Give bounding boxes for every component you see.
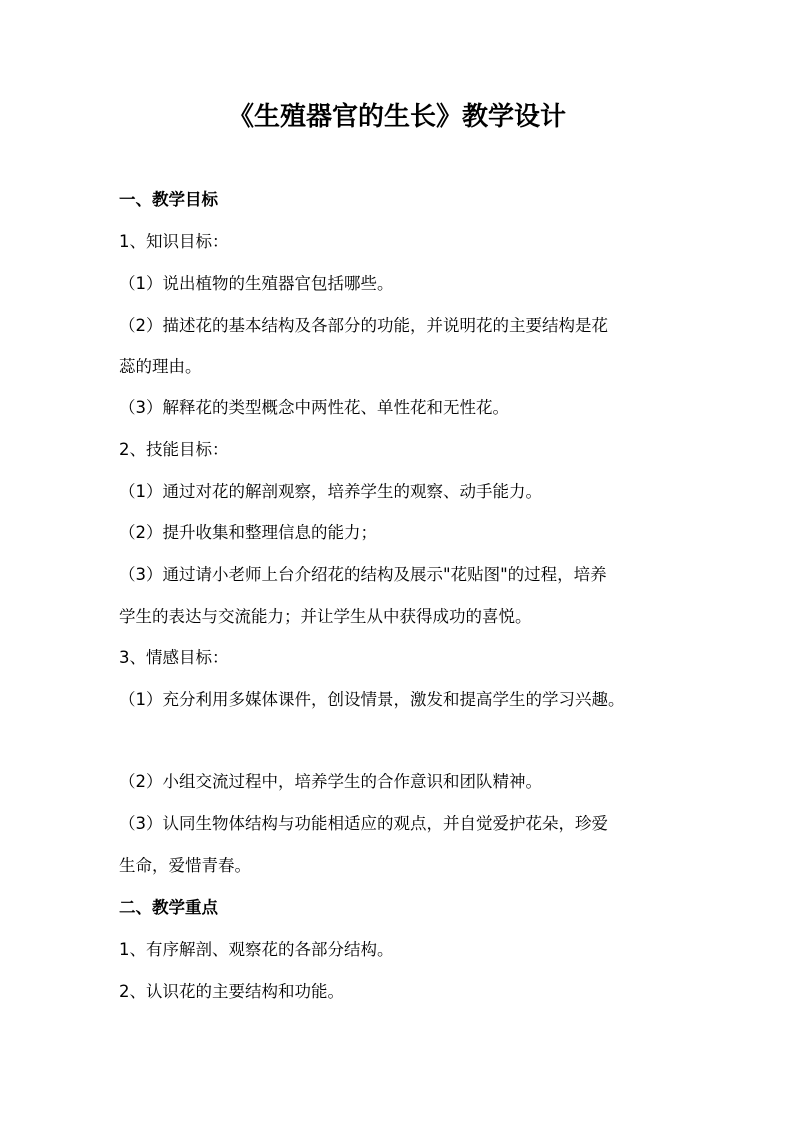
skills-item-3-cont: 学生的表达与交流能力；并让学生从中获得成功的喜悦。 <box>119 607 532 626</box>
emotion-item-2: （2）小组交流过程中，培养学生的合作意识和团队精神。 <box>119 772 542 791</box>
emotion-item-3: （3）认同生物体结构与功能相适应的观点，并自觉爱护花朵，珍爱 <box>119 814 608 833</box>
skills-item-1: （1）通过对花的解剖观察，培养学生的观察、动手能力。 <box>119 482 542 501</box>
skills-item-3: （3）通过请小老师上台介绍花的结构及展示"花贴图"的过程，培养 <box>119 565 607 584</box>
keypoint-item-2: 2、认识花的主要结构和功能。 <box>119 982 344 1001</box>
skills-item-2: （2）提升收集和整理信息的能力； <box>119 523 377 542</box>
knowledge-item-2-cont: 蕊的理由。 <box>119 357 202 376</box>
subheading-emotion: 3、情感目标： <box>119 648 229 667</box>
emotion-item-3-cont: 生命，爱惜青春。 <box>119 856 251 875</box>
knowledge-item-3: （3）解释花的类型概念中两性花、单性花和无性花。 <box>119 398 509 417</box>
subheading-skills: 2、技能目标： <box>119 440 229 459</box>
section-heading-keypoints: 二、教学重点 <box>119 898 218 917</box>
knowledge-item-1: （1）说出植物的生殖器官包括哪些。 <box>119 274 394 293</box>
knowledge-item-2: （2）描述花的基本结构及各部分的功能，并说明花的主要结构是花 <box>119 316 608 335</box>
section-heading-goals: 一、教学目标 <box>119 190 218 209</box>
document-title: 《生殖器官的生长》教学设计 <box>227 102 566 132</box>
emotion-item-1: （1）充分利用多媒体课件，创设情景，激发和提高学生的学习兴趣。 <box>119 690 625 709</box>
subheading-knowledge: 1、知识目标： <box>119 232 229 251</box>
keypoint-item-1: 1、有序解剖、观察花的各部分结构。 <box>119 940 394 959</box>
